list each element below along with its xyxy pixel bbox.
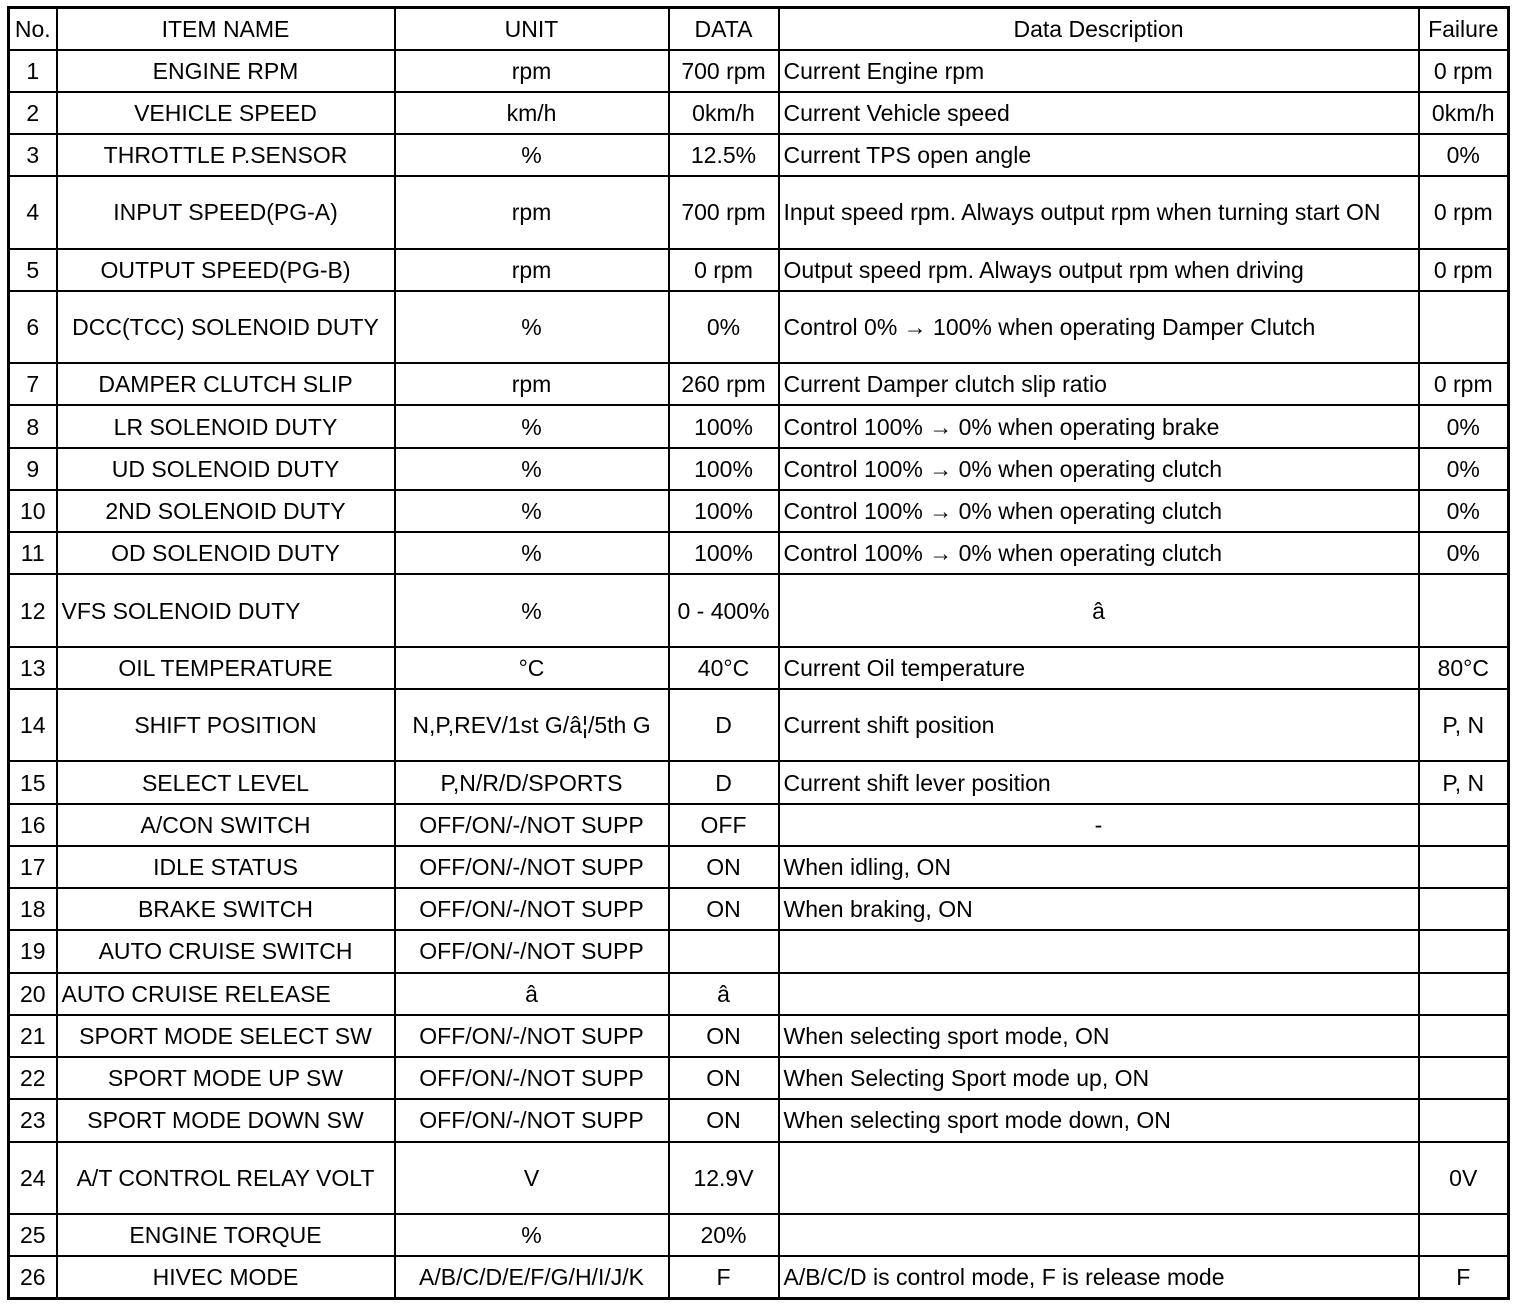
cell-unit: °C	[395, 647, 669, 689]
cell-no: 1	[9, 50, 57, 92]
cell-data: 0 - 400%	[669, 574, 779, 646]
cell-unit: OFF/ON/-/NOT SUPP	[395, 804, 669, 846]
cell-unit: rpm	[395, 249, 669, 291]
cell-data: 20%	[669, 1214, 779, 1256]
table-row	[9, 448, 1509, 490]
table-row	[9, 1015, 1509, 1057]
cell-failure	[1419, 574, 1509, 646]
cell-description: Control 100% → 0% when operating clutch	[779, 532, 1419, 574]
table-row	[9, 490, 1509, 532]
cell-data: D	[669, 761, 779, 803]
cell-unit: rpm	[395, 363, 669, 405]
cell-no: 25	[9, 1214, 57, 1256]
cell-item-name: VFS SOLENOID DUTY	[57, 574, 395, 646]
cell-item-name: DAMPER CLUTCH SLIP	[57, 363, 395, 405]
cell-unit: %	[395, 134, 669, 176]
cell-description: When selecting sport mode, ON	[779, 1015, 1419, 1057]
cell-item-name: 2ND SOLENOID DUTY	[57, 490, 395, 532]
table-row	[9, 1057, 1509, 1099]
header-description: Data Description	[779, 8, 1419, 50]
cell-item-name: ENGINE TORQUE	[57, 1214, 395, 1256]
cell-no: 5	[9, 249, 57, 291]
cell-failure: P, N	[1419, 689, 1509, 761]
table-row	[9, 291, 1509, 363]
cell-description: Input speed rpm. Always output rpm when turning start ON	[779, 176, 1419, 248]
cell-data: 12.5%	[669, 134, 779, 176]
cell-data: D	[669, 689, 779, 761]
table-row	[9, 532, 1509, 574]
cell-no: 14	[9, 689, 57, 761]
cell-no: 11	[9, 532, 57, 574]
cell-failure: 0 rpm	[1419, 176, 1509, 248]
cell-failure: 0%	[1419, 532, 1509, 574]
cell-data: 0 rpm	[669, 249, 779, 291]
cell-item-name: LR SOLENOID DUTY	[57, 405, 395, 447]
cell-no: 4	[9, 176, 57, 248]
cell-description: Output speed rpm. Always output rpm when driving	[779, 249, 1419, 291]
cell-data: 100%	[669, 405, 779, 447]
cell-item-name: SPORT MODE SELECT SW	[57, 1015, 395, 1057]
cell-item-name: SELECT LEVEL	[57, 761, 395, 803]
table-row	[9, 804, 1509, 846]
table-row	[9, 930, 1509, 972]
cell-description: When Selecting Sport mode up, ON	[779, 1057, 1419, 1099]
cell-description: A/B/C/D is control mode, F is release mode	[779, 1256, 1419, 1298]
cell-no: 9	[9, 448, 57, 490]
cell-description: Current Damper clutch slip ratio	[779, 363, 1419, 405]
cell-data: ON	[669, 1015, 779, 1057]
table-row	[9, 249, 1509, 291]
table-row	[9, 1142, 1509, 1214]
cell-no: 10	[9, 490, 57, 532]
cell-failure: 0%	[1419, 448, 1509, 490]
cell-unit: V	[395, 1142, 669, 1214]
cell-description: Current Vehicle speed	[779, 92, 1419, 134]
cell-description	[779, 973, 1419, 1015]
cell-no: 24	[9, 1142, 57, 1214]
cell-no: 7	[9, 363, 57, 405]
cell-no: 26	[9, 1256, 57, 1298]
cell-failure: 0 rpm	[1419, 363, 1509, 405]
table-row	[9, 92, 1509, 134]
cell-description: Current Engine rpm	[779, 50, 1419, 92]
cell-failure	[1419, 1214, 1509, 1256]
cell-no: 17	[9, 846, 57, 888]
cell-item-name: SPORT MODE DOWN SW	[57, 1099, 395, 1141]
cell-failure: 0 rpm	[1419, 50, 1509, 92]
table-row	[9, 689, 1509, 761]
cell-data: 100%	[669, 490, 779, 532]
cell-item-name: THROTTLE P.SENSOR	[57, 134, 395, 176]
cell-failure: 80°C	[1419, 647, 1509, 689]
cell-data: 260 rpm	[669, 363, 779, 405]
cell-data: â	[669, 973, 779, 1015]
cell-item-name: INPUT SPEED(PG-A)	[57, 176, 395, 248]
cell-failure	[1419, 973, 1509, 1015]
header-row	[9, 8, 1509, 50]
header-no: No.	[9, 8, 57, 50]
cell-unit: OFF/ON/-/NOT SUPP	[395, 888, 669, 930]
cell-failure: 0km/h	[1419, 92, 1509, 134]
header-unit: UNIT	[395, 8, 669, 50]
cell-item-name: DCC(TCC) SOLENOID DUTY	[57, 291, 395, 363]
cell-description: Current shift lever position	[779, 761, 1419, 803]
cell-item-name: AUTO CRUISE RELEASE	[57, 973, 395, 1015]
cell-description: Control 100% → 0% when operating clutch	[779, 448, 1419, 490]
cell-no: 3	[9, 134, 57, 176]
cell-unit: %	[395, 448, 669, 490]
table-row	[9, 176, 1509, 248]
table-row	[9, 1099, 1509, 1141]
cell-data: 40°C	[669, 647, 779, 689]
cell-no: 18	[9, 888, 57, 930]
cell-failure: 0 rpm	[1419, 249, 1509, 291]
cell-no: 23	[9, 1099, 57, 1141]
cell-item-name: OD SOLENOID DUTY	[57, 532, 395, 574]
table-row	[9, 973, 1509, 1015]
cell-description: Current Oil temperature	[779, 647, 1419, 689]
cell-item-name: SPORT MODE UP SW	[57, 1057, 395, 1099]
cell-failure	[1419, 846, 1509, 888]
cell-description: Control 100% → 0% when operating clutch	[779, 490, 1419, 532]
table-row	[9, 50, 1509, 92]
cell-data: ON	[669, 1099, 779, 1141]
cell-data: OFF	[669, 804, 779, 846]
cell-failure	[1419, 1015, 1509, 1057]
cell-unit: P,N/R/D/SPORTS	[395, 761, 669, 803]
cell-unit: â	[395, 973, 669, 1015]
cell-description: Current shift position	[779, 689, 1419, 761]
cell-unit: OFF/ON/-/NOT SUPP	[395, 1057, 669, 1099]
cell-no: 6	[9, 291, 57, 363]
cell-item-name: HIVEC MODE	[57, 1256, 395, 1298]
cell-no: 22	[9, 1057, 57, 1099]
cell-description: Current TPS open angle	[779, 134, 1419, 176]
cell-failure	[1419, 1099, 1509, 1141]
table-row	[9, 888, 1509, 930]
cell-no: 2	[9, 92, 57, 134]
cell-unit: %	[395, 574, 669, 646]
cell-data: 12.9V	[669, 1142, 779, 1214]
cell-no: 19	[9, 930, 57, 972]
cell-description	[779, 1214, 1419, 1256]
cell-data: 100%	[669, 448, 779, 490]
cell-failure	[1419, 930, 1509, 972]
cell-failure	[1419, 888, 1509, 930]
cell-unit: rpm	[395, 176, 669, 248]
cell-data	[669, 930, 779, 972]
cell-unit: %	[395, 1214, 669, 1256]
cell-description: When braking, ON	[779, 888, 1419, 930]
cell-no: 8	[9, 405, 57, 447]
cell-failure	[1419, 804, 1509, 846]
cell-description: When idling, ON	[779, 846, 1419, 888]
cell-unit: %	[395, 532, 669, 574]
cell-description	[779, 1142, 1419, 1214]
table-row	[9, 761, 1509, 803]
cell-failure	[1419, 1057, 1509, 1099]
table-row	[9, 1214, 1509, 1256]
cell-data: 0%	[669, 291, 779, 363]
cell-data: 700 rpm	[669, 176, 779, 248]
table-row	[9, 1256, 1509, 1298]
cell-description: Control 100% → 0% when operating brake	[779, 405, 1419, 447]
cell-item-name: A/CON SWITCH	[57, 804, 395, 846]
table-row	[9, 574, 1509, 646]
cell-failure: 0V	[1419, 1142, 1509, 1214]
cell-failure: F	[1419, 1256, 1509, 1298]
cell-no: 13	[9, 647, 57, 689]
cell-item-name: ENGINE RPM	[57, 50, 395, 92]
cell-no: 21	[9, 1015, 57, 1057]
cell-description: â	[779, 574, 1419, 646]
cell-unit: rpm	[395, 50, 669, 92]
cell-description: -	[779, 804, 1419, 846]
table-row	[9, 405, 1509, 447]
table-row	[9, 647, 1509, 689]
cell-no: 16	[9, 804, 57, 846]
cell-unit: OFF/ON/-/NOT SUPP	[395, 1099, 669, 1141]
cell-failure: 0%	[1419, 134, 1509, 176]
cell-unit: %	[395, 405, 669, 447]
cell-item-name: A/T CONTROL RELAY VOLT	[57, 1142, 395, 1214]
cell-description	[779, 930, 1419, 972]
table-row	[9, 363, 1509, 405]
cell-data: 0km/h	[669, 92, 779, 134]
cell-data: 700 rpm	[669, 50, 779, 92]
header-failure: Failure	[1419, 8, 1509, 50]
cell-item-name: OIL TEMPERATURE	[57, 647, 395, 689]
cell-no: 12	[9, 574, 57, 646]
cell-description: When selecting sport mode down, ON	[779, 1099, 1419, 1141]
header-item-name: ITEM NAME	[57, 8, 395, 50]
cell-data: 100%	[669, 532, 779, 574]
cell-no: 15	[9, 761, 57, 803]
cell-item-name: SHIFT POSITION	[57, 689, 395, 761]
cell-item-name: IDLE STATUS	[57, 846, 395, 888]
table-row	[9, 846, 1509, 888]
cell-unit: km/h	[395, 92, 669, 134]
data-table	[7, 6, 1510, 1300]
cell-unit: %	[395, 291, 669, 363]
cell-failure: P, N	[1419, 761, 1509, 803]
cell-item-name: OUTPUT SPEED(PG-B)	[57, 249, 395, 291]
cell-unit: OFF/ON/-/NOT SUPP	[395, 930, 669, 972]
cell-data: ON	[669, 1057, 779, 1099]
cell-item-name: BRAKE SWITCH	[57, 888, 395, 930]
cell-unit: N,P,REV/1st G/â¦/5th G	[395, 689, 669, 761]
cell-unit: A/B/C/D/E/F/G/H/I/J/K	[395, 1256, 669, 1298]
table-row	[9, 134, 1509, 176]
cell-failure: 0%	[1419, 405, 1509, 447]
cell-unit: OFF/ON/-/NOT SUPP	[395, 1015, 669, 1057]
cell-no: 20	[9, 973, 57, 1015]
cell-failure: 0%	[1419, 490, 1509, 532]
cell-data: F	[669, 1256, 779, 1298]
cell-unit: OFF/ON/-/NOT SUPP	[395, 846, 669, 888]
cell-item-name: VEHICLE SPEED	[57, 92, 395, 134]
cell-failure	[1419, 291, 1509, 363]
cell-description: Control 0% → 100% when operating Damper Clutch	[779, 291, 1419, 363]
header-data: DATA	[669, 8, 779, 50]
cell-item-name: AUTO CRUISE SWITCH	[57, 930, 395, 972]
cell-item-name: UD SOLENOID DUTY	[57, 448, 395, 490]
cell-data: ON	[669, 846, 779, 888]
cell-unit: %	[395, 490, 669, 532]
cell-data: ON	[669, 888, 779, 930]
